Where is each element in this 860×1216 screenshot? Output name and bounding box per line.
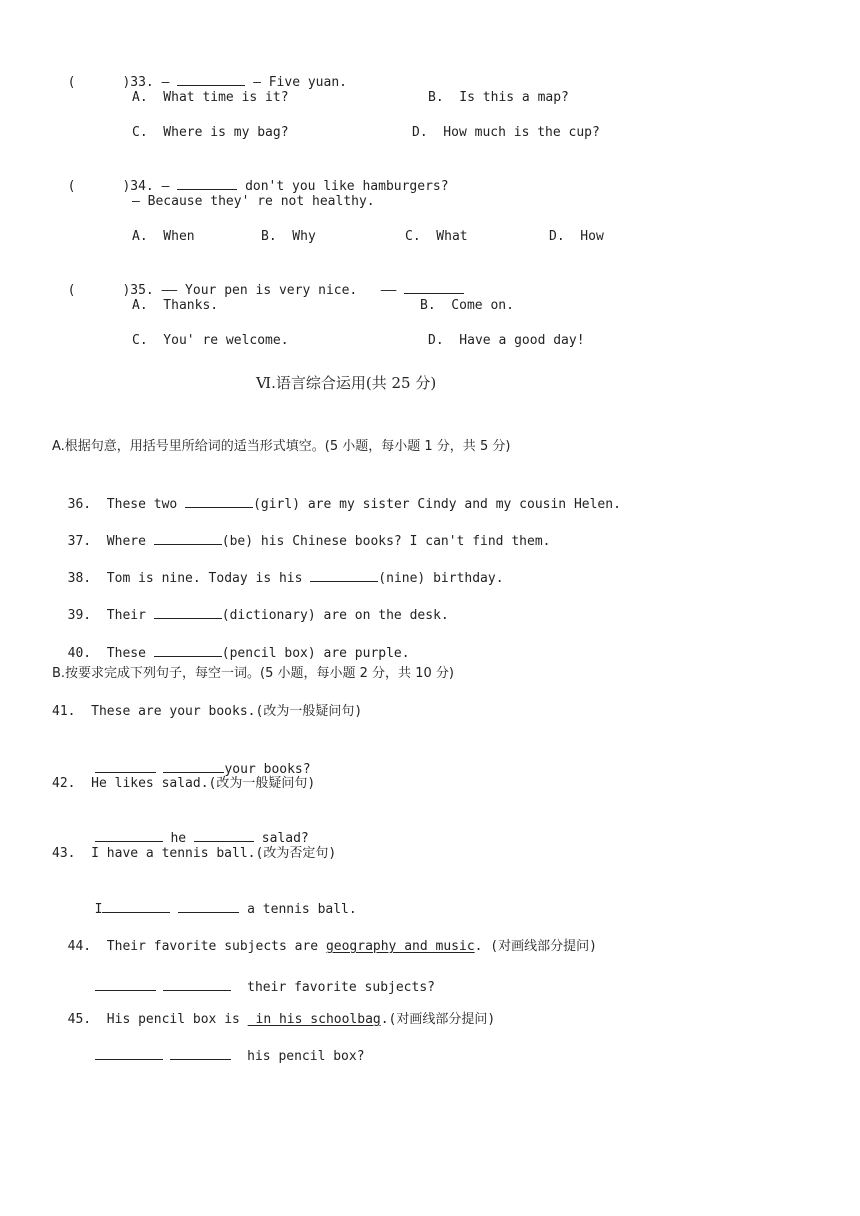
- q33-option-d[interactable]: D. How much is the cup?: [412, 125, 600, 140]
- q45-underlined-part: in his schoolbag: [247, 1012, 381, 1027]
- q43-blank-2[interactable]: [178, 899, 239, 913]
- q41: 41. These are your books.(改为一般疑问句): [52, 704, 363, 719]
- section-title: Ⅵ.语言综合运用(共 25 分): [256, 374, 437, 392]
- q36: 36. These two (girl) are my sister Cindy and my cousin Helen.: [52, 476, 621, 514]
- q39-blank[interactable]: [154, 605, 222, 619]
- q42-blank-2[interactable]: [194, 828, 254, 842]
- q43-answer: I a tennis ball.: [79, 881, 357, 919]
- q42-answer: he salad?: [79, 810, 309, 848]
- q43-blank-1[interactable]: [102, 899, 170, 913]
- q44-underlined-part: geography and music: [325, 939, 475, 954]
- q34-option-b[interactable]: B. Why: [261, 229, 316, 244]
- part-a-heading: A.根据句意，用括号里所给词的适当形式填空。(5 小题，每小题 1 分，共 5 分): [52, 439, 511, 454]
- q41-blank-1[interactable]: [95, 759, 156, 773]
- q34-blank[interactable]: [177, 176, 237, 190]
- q34-reply: — Because they' re not healthy.: [132, 194, 375, 209]
- q42-blank-1[interactable]: [95, 828, 163, 842]
- q33-option-a[interactable]: A. What time is it?: [132, 90, 289, 105]
- q41-answer: your books?: [79, 741, 311, 779]
- q35-option-d[interactable]: D. Have a good day!: [428, 333, 585, 348]
- q36-blank[interactable]: [185, 494, 253, 508]
- q35-option-b[interactable]: B. Come on.: [420, 298, 514, 313]
- q41-blank-2[interactable]: [163, 759, 224, 773]
- q44-answer: their favorite subjects?: [79, 959, 435, 997]
- q45: 45. His pencil box is in his schoolbag.(对画线部分提问): [67, 1012, 496, 1027]
- q33-answer-paren[interactable]: ( )33.: [67, 75, 154, 90]
- q40-blank[interactable]: [154, 643, 222, 657]
- q35-option-c[interactable]: C. You' re welcome.: [132, 333, 289, 348]
- q44: 44. Their favorite subjects are geography and music. (对画线部分提问): [67, 939, 597, 954]
- q35-answer-paren[interactable]: ( )35.: [67, 283, 154, 298]
- q34-option-a[interactable]: A. When: [132, 229, 195, 244]
- q33-option-c[interactable]: C. Where is my bag?: [132, 125, 289, 140]
- q45-answer: his pencil box?: [79, 1028, 365, 1066]
- q34-answer-paren[interactable]: ( )34.: [67, 179, 154, 194]
- q35-blank[interactable]: [404, 280, 464, 294]
- q38: 38. Tom is nine. Today is his (nine) birthday.: [52, 550, 504, 588]
- q34-stem: ( )34. — don't you like hamburgers?: [52, 158, 449, 196]
- q45-blank-1[interactable]: [95, 1046, 163, 1060]
- q42: 42. He likes salad.(改为一般疑问句): [52, 776, 316, 791]
- q34-option-c[interactable]: C. What: [405, 229, 468, 244]
- q33-option-b[interactable]: B. Is this a map?: [428, 90, 569, 105]
- q45-blank-2[interactable]: [170, 1046, 231, 1060]
- q37: 37. Where (be) his Chinese books? I can't find them.: [52, 513, 550, 551]
- q44-blank-1[interactable]: [95, 977, 156, 991]
- q35-option-a[interactable]: A. Thanks.: [132, 298, 219, 313]
- q44-blank-2[interactable]: [163, 977, 231, 991]
- q43: 43. I have a tennis ball.(改为否定句): [52, 846, 337, 861]
- q39: 39. Their (dictionary) are on the desk.: [52, 587, 449, 625]
- q33-blank[interactable]: [177, 72, 245, 86]
- q35-stem: ( )35. —— Your pen is very nice. ——: [52, 262, 464, 300]
- q40: 40. These (pencil box) are purple.: [52, 625, 410, 663]
- q37-blank[interactable]: [154, 531, 222, 545]
- part-b-heading: B.按要求完成下列句子，每空一词。(5 小题，每小题 2 分，共 10 分): [52, 666, 454, 681]
- q33-stem: ( )33. — — Five yuan.: [52, 54, 347, 92]
- q34-option-d[interactable]: D. How: [549, 229, 604, 244]
- q38-blank[interactable]: [310, 568, 378, 582]
